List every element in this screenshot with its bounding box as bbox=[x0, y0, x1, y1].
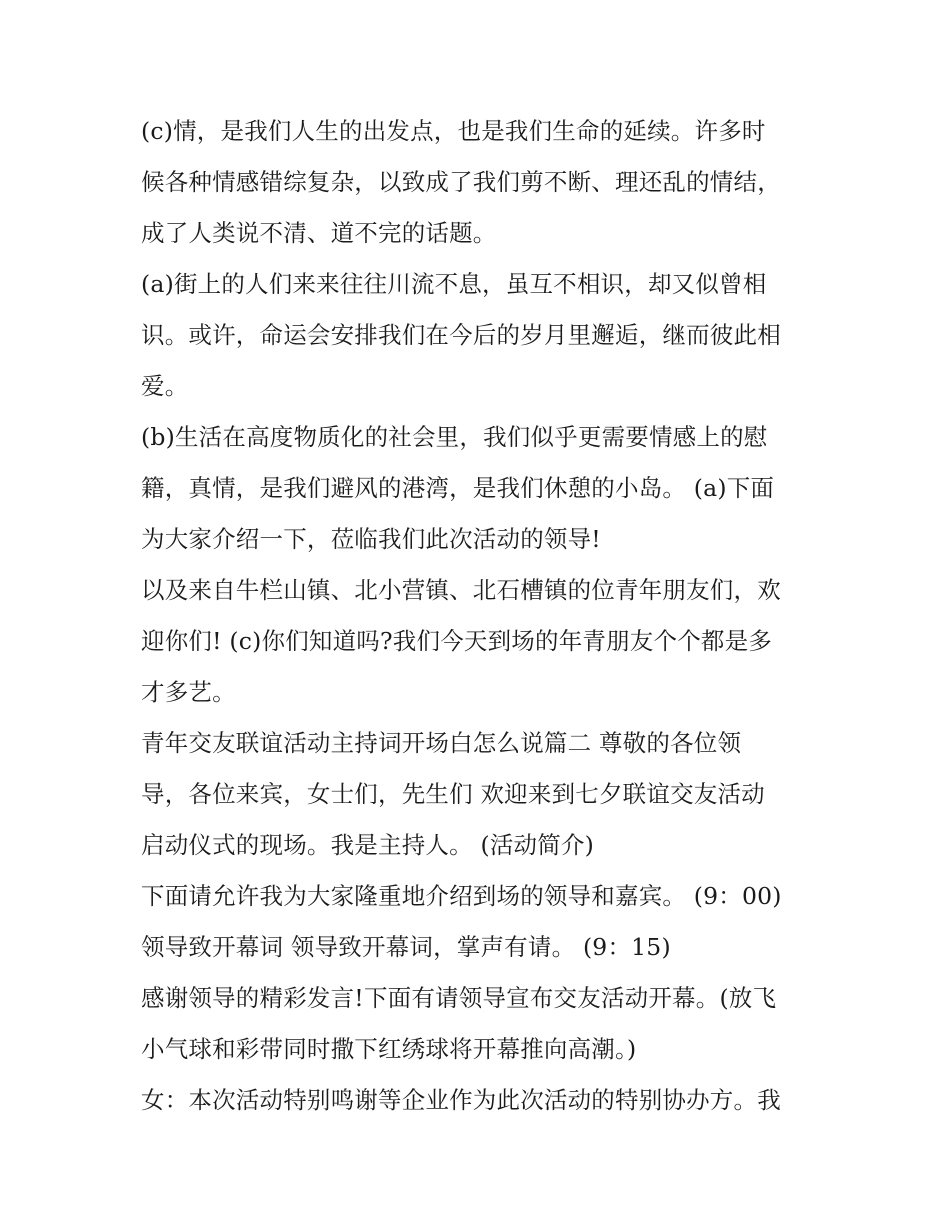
text-line: 青年交友联谊活动主持词开场白怎么说篇二 尊敬的各位领 bbox=[141, 729, 742, 757]
text-line: 候各种情感错综复杂，以致成了我们剪不断、理还乱的情结， bbox=[141, 168, 781, 196]
text-line: (b)生活在高度物质化的社会里，我们似乎更需要情感上的慰 bbox=[141, 423, 768, 451]
text-line: 迎你们! (c)你们知道吗?我们今天到场的年青朋友个个都是多 bbox=[141, 627, 773, 655]
text-line: 小气球和彩带同时撒下红绣球将开幕推向高潮。) bbox=[141, 1035, 637, 1063]
text-line: 才多艺。 bbox=[141, 678, 236, 706]
text-line: (a)街上的人们来来往往川流不息，虽互不相识，却又似曾相 bbox=[141, 270, 767, 298]
text-line: 籍，真情，是我们避风的港湾，是我们休憩的小岛。 (a)下面 bbox=[141, 474, 775, 502]
text-line: 下面请允许我为大家隆重地介绍到场的领导和嘉宾。 (9：00) bbox=[141, 882, 782, 910]
text-line: 成了人类说不清、道不完的话题。 bbox=[141, 219, 497, 247]
text-line: (c)情，是我们人生的出发点，也是我们生命的延续。许多时 bbox=[141, 117, 766, 145]
text-line: 导，各位来宾，女士们，先生们 欢迎来到七夕联谊交友活动 bbox=[141, 780, 765, 808]
text-line: 感谢领导的精彩发言!下面有请领导宣布交友活动开幕。(放飞 bbox=[141, 984, 777, 1012]
text-line: 以及来自牛栏山镇、北小营镇、北石槽镇的位青年朋友们，欢 bbox=[141, 576, 781, 604]
text-line: 爱。 bbox=[141, 372, 189, 400]
text-line: 为大家介绍一下，莅临我们此次活动的领导! bbox=[141, 525, 601, 553]
text-line: 女：本次活动特别鸣谢等企业作为此次活动的特别协办方。我 bbox=[141, 1086, 781, 1114]
text-line: 识。或许，命运会安排我们在今后的岁月里邂逅，继而彼此相 bbox=[141, 321, 781, 349]
text-line: 启动仪式的现场。我是主持人。 (活动简介) bbox=[141, 831, 595, 859]
document-body bbox=[141, 106, 821, 1126]
text-line: 领导致开幕词 领导致开幕词，掌声有请。 (9：15) bbox=[141, 933, 671, 961]
